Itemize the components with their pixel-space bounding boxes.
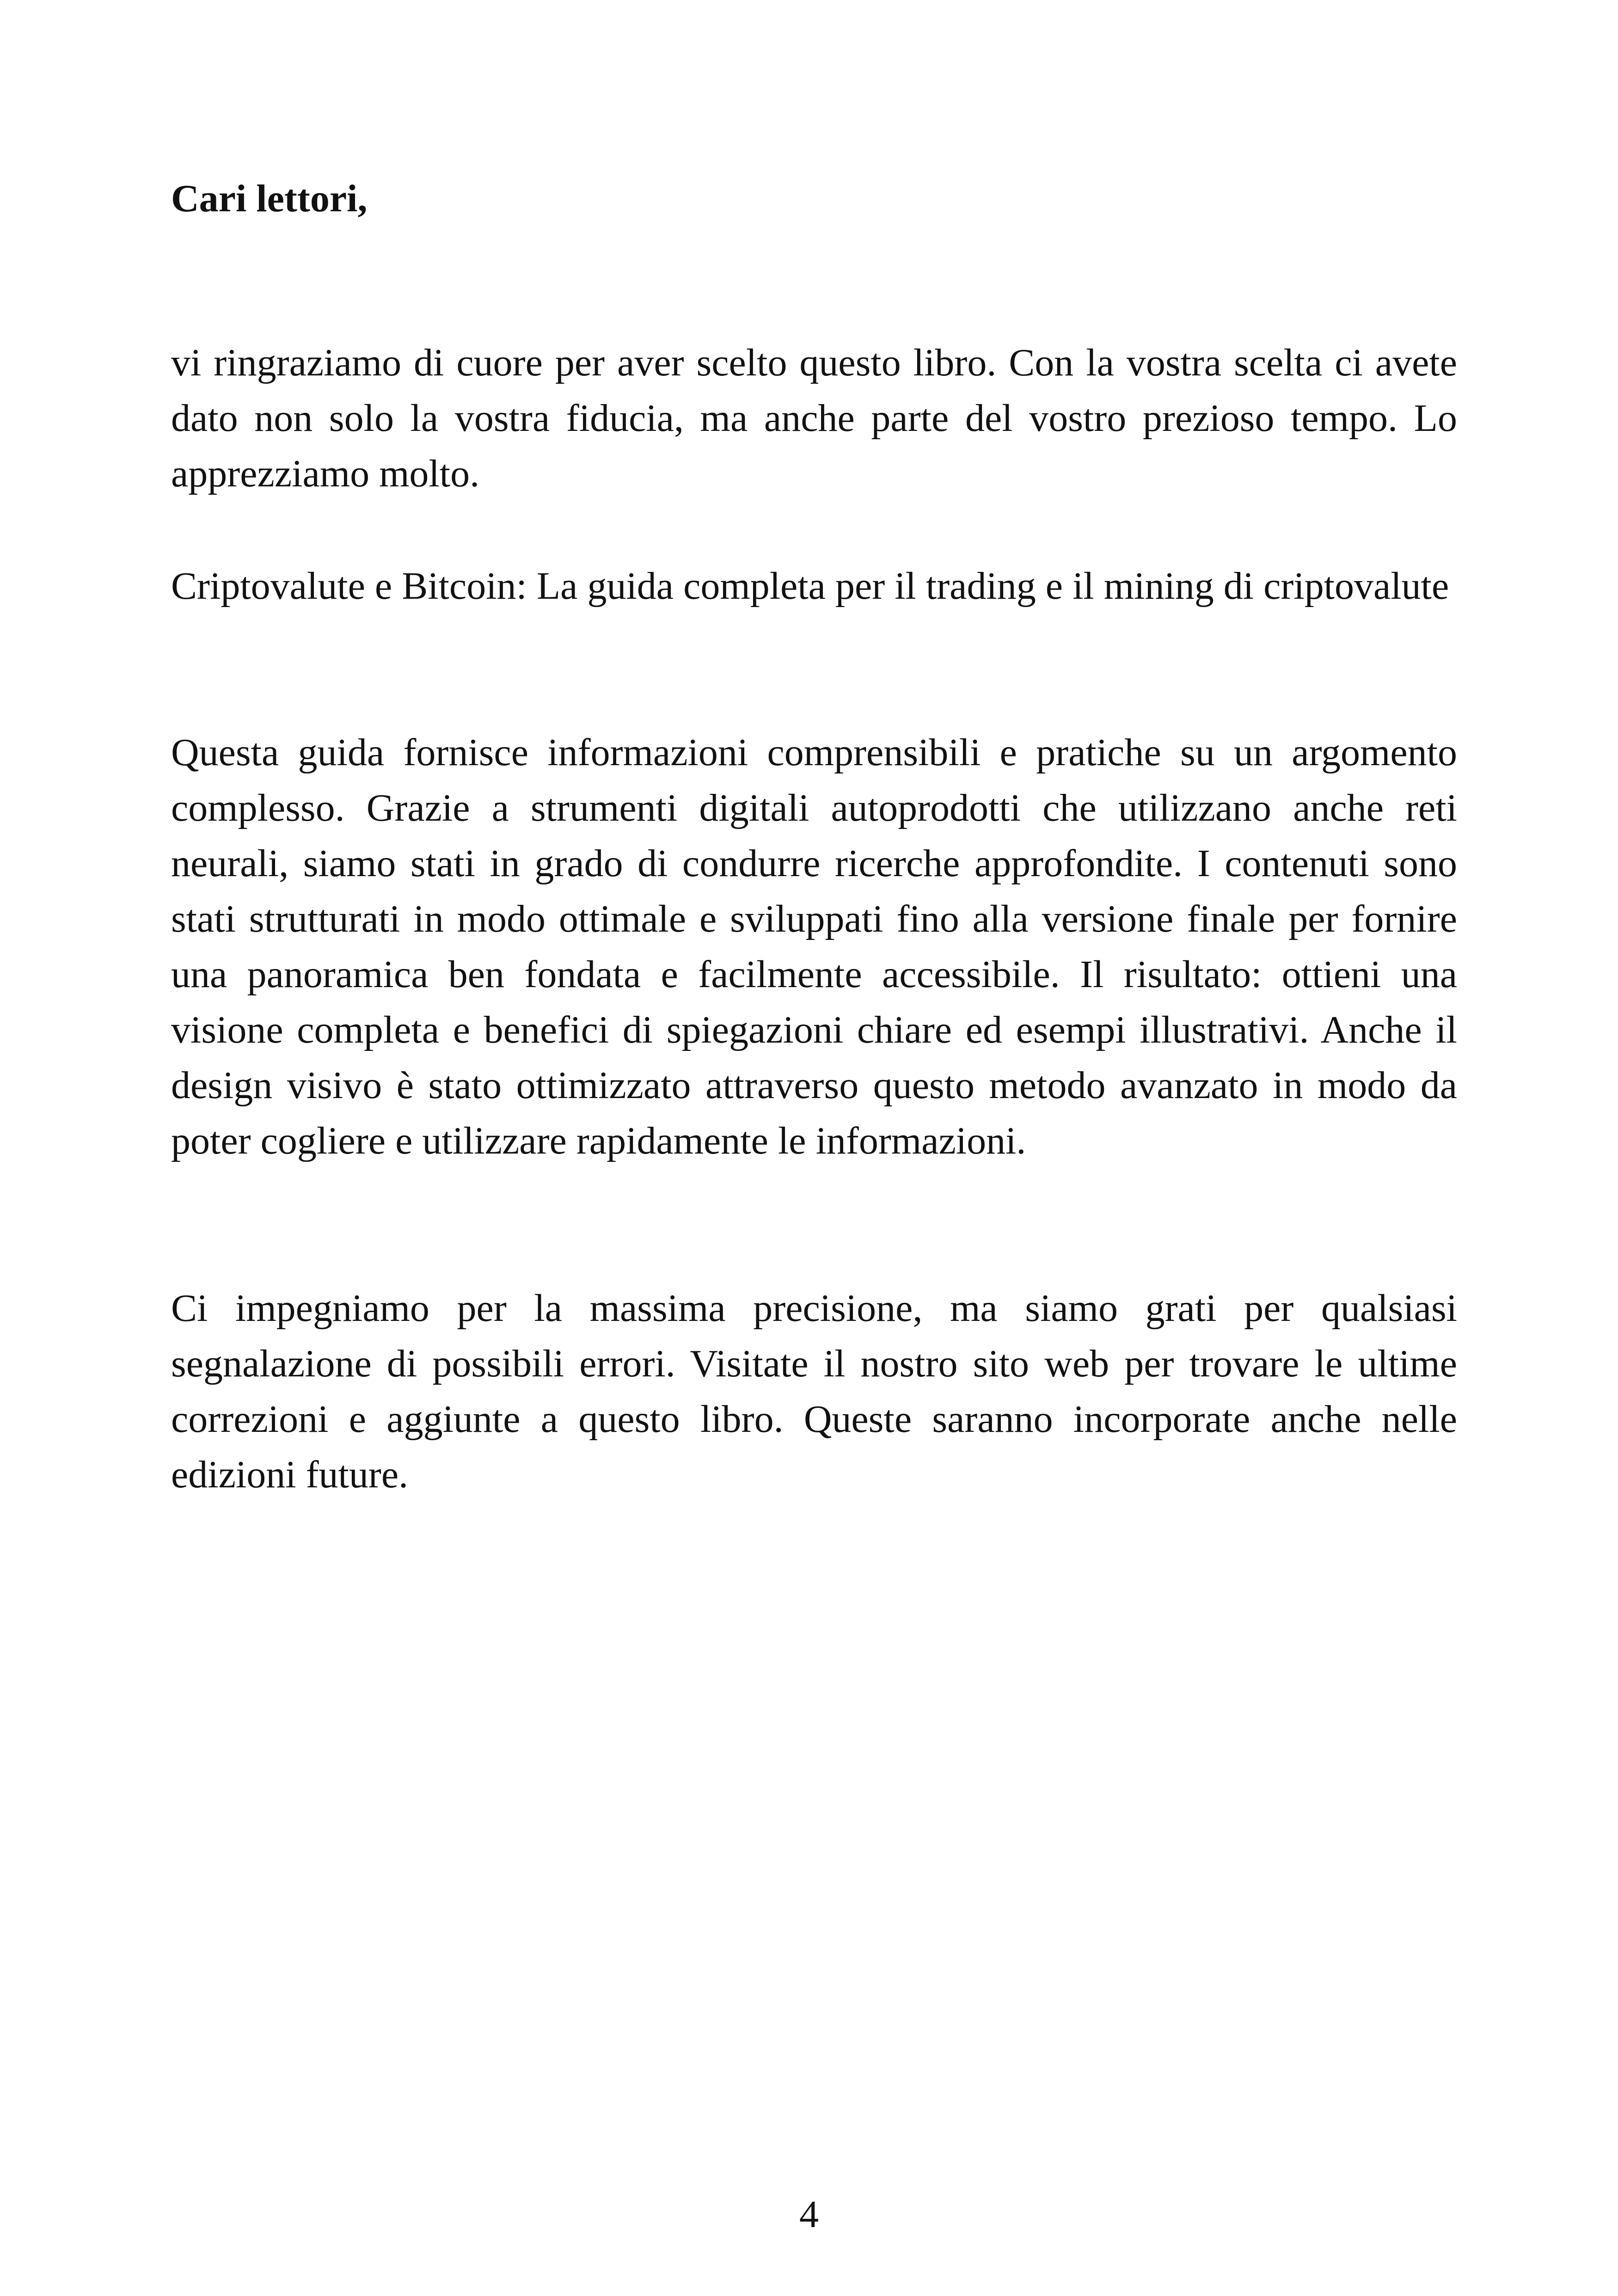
paragraph-errata-notice: Ci impegniamo per la massima precisione, ma siamo grati per qualsiasi segnalazione di possibili errori. Visitate il nostro sito web per trovare le ultime correzioni e aggiunte a questo libro. Queste saranno incorporate anche nelle edizioni future. bbox=[171, 1287, 1457, 1496]
paragraph-thanks: vi ringraziamo di cuore per aver scelto questo libro. Con la vostra scelta ci avete dato non solo la vostra fiducia, ma anche parte del vostro prezioso tempo. Lo apprezziamo molto. bbox=[171, 341, 1457, 495]
paragraph-book-title: Criptovalute e Bitcoin: La guida completa per il trading e il mining di criptovalute bbox=[171, 565, 1449, 608]
page-number: 4 bbox=[799, 2193, 819, 2236]
paragraph-guide-description: Questa guida fornisce informazioni comprensibili e pratiche su un argomento complesso. Grazie a strumenti digitali autoprodotti che utilizzano anche reti neurali, siamo stati in grado di condurre ricerche approfondite. I contenuti sono stati strutturati in modo ottimale e sviluppati fino alla versione finale per fornire una panoramica ben fondata e facilmente accessibile. Il risultato: ottieni una visione completa e benefici di spiegazioni chiare ed esempi illustrativi. Anche il design visivo è stato ottimizzato attraverso questo metodo avanzato in modo da poter cogliere e utilizzare rapidamente le informazioni. bbox=[171, 731, 1457, 1162]
letter-greeting: Cari lettori, bbox=[171, 177, 368, 220]
